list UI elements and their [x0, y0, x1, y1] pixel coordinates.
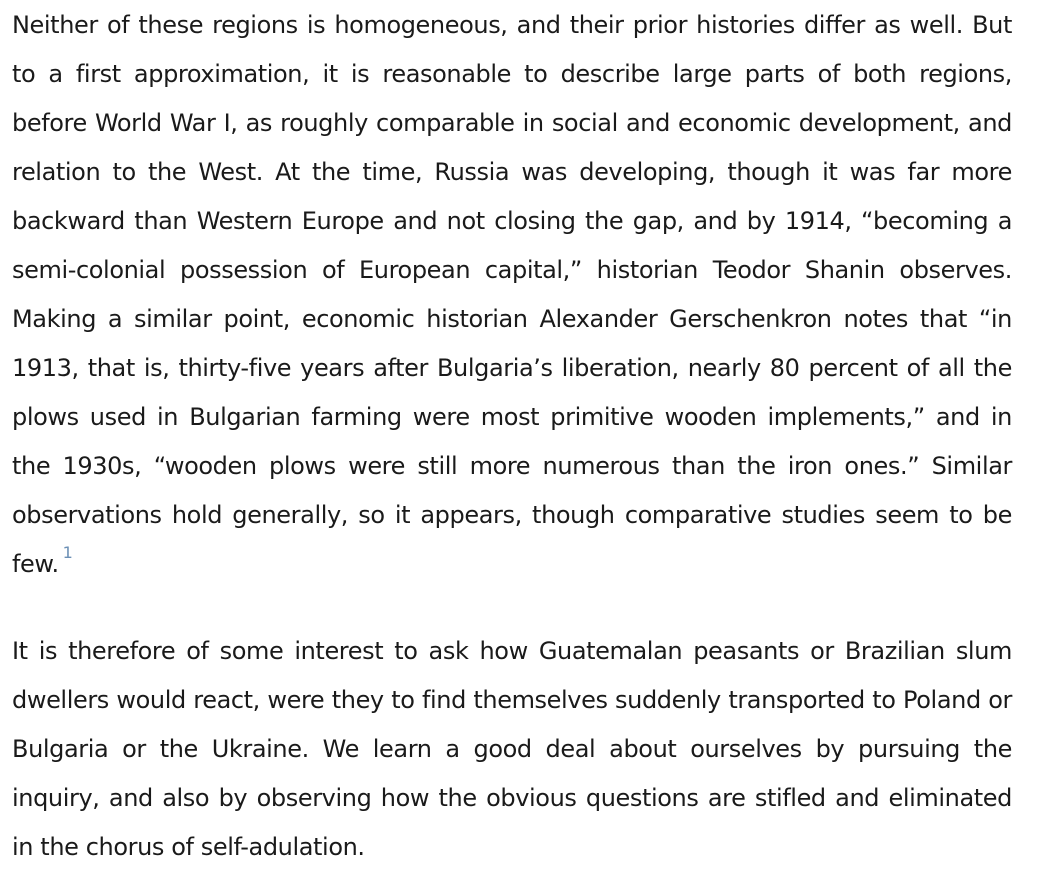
paragraph-2 [12, 627, 1012, 872]
paragraph-1 [12, 1, 1012, 589]
paragraph-2-text: It is therefore of some interest to ask how Guatemalan peasants or Brazilian slum dwellers would react, were they to find themselves suddenly transported to Poland or Bulgaria or the Ukraine. We learn a good deal about ourselves by pursuing the inquiry, and also by observing how the obvious questions are stifled and eliminated in the chorus of self-adulation. [12, 637, 1012, 861]
footnote-link-1[interactable]: 1 [62, 543, 73, 562]
paragraph-1-text: Neither of these regions is homogeneous, and their prior histories differ as well. But to a first approximation, it is reasonable to describe large parts of both regions, before World War I, as roughly comparable in social and economic development, and relation to the West. At the time, Russia was developing, though it was far more backward than Western Europe and not closing the gap, and by 1914, “becoming a semi-colonial possession of European capital,” historian Teodor Shanin observes. Making a similar point, economic historian Alexander Gerschenkron notes that “in 1913, that is, thirty-five years after Bulgaria’s liberation, nearly 80 percent of all the plows used in Bulgarian farming were most primitive wooden implements,” and in the 1930s, “wooden plows were still more numerous than the iron ones.” Similar observations hold generally, so it appears, though comparative studies seem to be few. [12, 11, 1012, 578]
